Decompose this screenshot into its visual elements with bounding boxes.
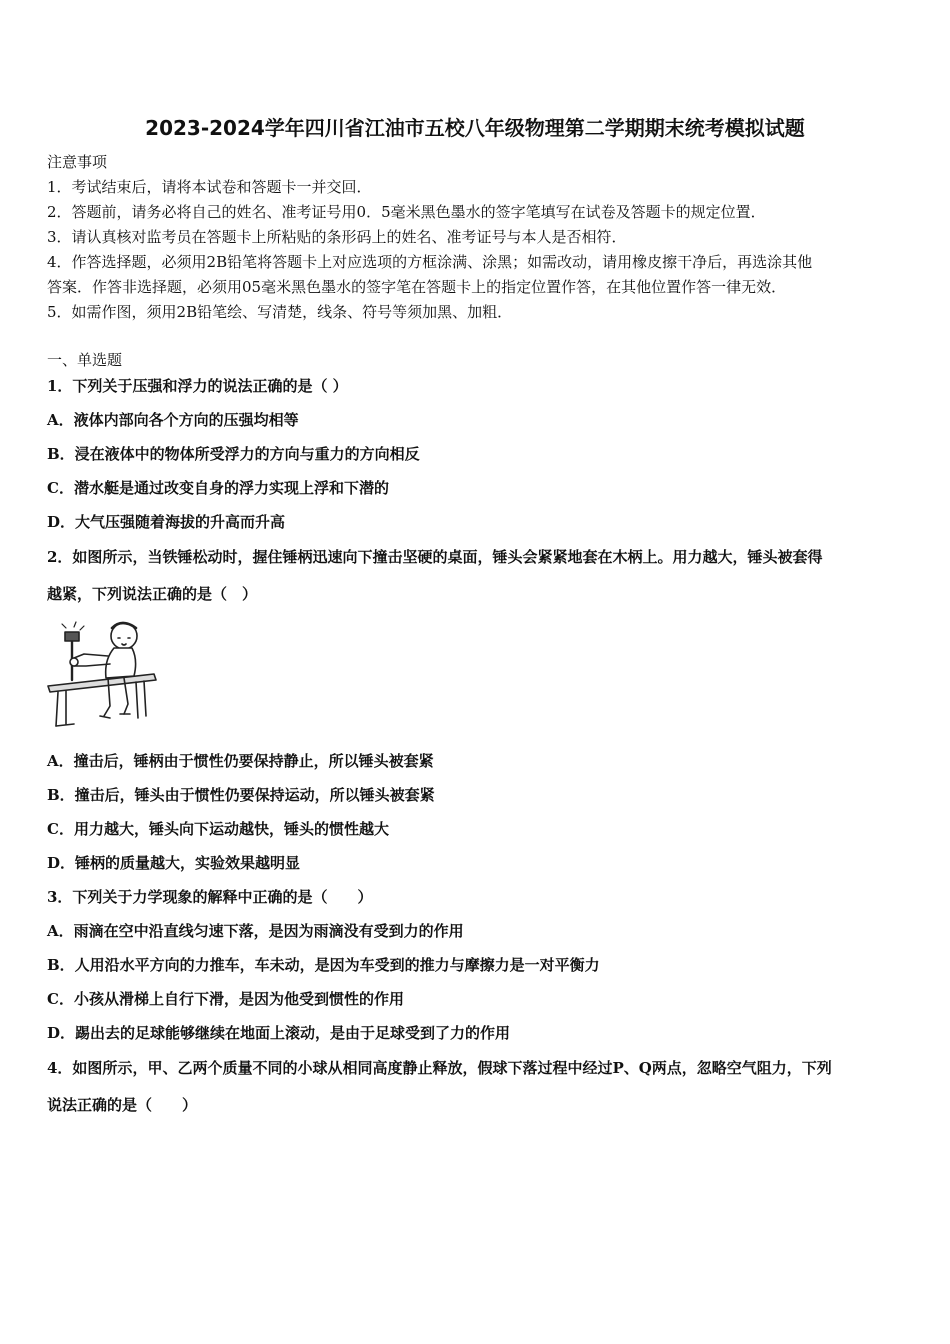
- question-3-option-c: C．小孩从滑梯上自行下滑，是因为他受到惯性的作用: [47, 990, 404, 1008]
- question-2-option-b: B．撞击后，锤头由于惯性仍要保持运动，所以锤头被套紧: [47, 786, 435, 804]
- notice-item: 1．考试结束后，请将本试卷和答题卡一并交回．: [47, 178, 372, 196]
- question-3-option-b: B．人用沿水平方向的力推车，车未动，是因为车受到的推力与摩擦力是一对平衡力: [47, 956, 600, 974]
- question-4-stem: 4．如图所示，甲、乙两个质量不同的小球从相同高度静止释放，假球下落过程中经过P、Q两点，忽略空气阻力，下列: [47, 1059, 832, 1077]
- question-2-stem-continued: 越紧，下列说法正确的是（ ）: [47, 585, 258, 603]
- notice-item: 2．答题前，请务必将自己的姓名、准考证号用0．5毫米黑色墨水的签字笔填写在试卷及答题卡的规定位置．: [47, 203, 766, 221]
- question-2-option-a: A．撞击后，锤柄由于惯性仍要保持静止，所以锤头被套紧: [47, 752, 434, 770]
- hammer-illustration: [44, 614, 160, 732]
- section-heading: 一、单选题: [47, 351, 123, 369]
- question-1-option-d: D．大气压强随着海拔的升高而升高: [47, 513, 286, 531]
- notice-item: 答案．作答非选择题，必须用05毫米黑色墨水的签字笔在答题卡上的指定位置作答，在其他位置作答一律无效．: [47, 278, 787, 296]
- question-1-option-c: C．潜水艇是通过改变自身的浮力实现上浮和下潜的: [47, 479, 389, 497]
- question-2-option-c: C．用力越大，锤头向下运动越快，锤头的惯性越大: [47, 820, 389, 838]
- notice-item: 4．作答选择题，必须用2B铅笔将答题卡上对应选项的方框涂满、涂黑；如需改动，请用橡皮擦干净后，再选涂其他: [47, 253, 813, 271]
- question-1-option-b: B．浸在液体中的物体所受浮力的方向与重力的方向相反: [47, 445, 420, 463]
- notice-heading: 注意事项: [47, 153, 108, 171]
- question-3-option-a: A．雨滴在空中沿直线匀速下落，是因为雨滴没有受到力的作用: [47, 922, 464, 940]
- question-3-stem: 3．下列关于力学现象的解释中正确的是（ ）: [47, 888, 373, 906]
- question-3-option-d: D．踢出去的足球能够继续在地面上滚动，是由于足球受到了力的作用: [47, 1024, 511, 1042]
- question-1-stem: 1．下列关于压强和浮力的说法正确的是（ ）: [47, 377, 348, 395]
- question-4-stem-continued: 说法正确的是（ ）: [47, 1096, 198, 1114]
- page-title: 2023-2024学年四川省江油市五校八年级物理第二学期期末统考模拟试题: [145, 116, 805, 140]
- question-2-option-d: D．锤柄的质量越大，实验效果越明显: [47, 854, 301, 872]
- question-1-option-a: A．液体内部向各个方向的压强均相等: [47, 411, 299, 429]
- question-2-stem: 2．如图所示，当铁锤松动时，握住锤柄迅速向下撞击坚硬的桌面，锤头会紧紧地套在木柄上。用力越大，锤头被套得: [47, 548, 823, 566]
- notice-item: 5．如需作图，须用2B铅笔绘、写清楚，线条、符号等须加黑、加粗．: [47, 303, 513, 321]
- notice-item: 3．请认真核对监考员在答题卡上所粘贴的条形码上的姓名、准考证号与本人是否相符．: [47, 228, 627, 246]
